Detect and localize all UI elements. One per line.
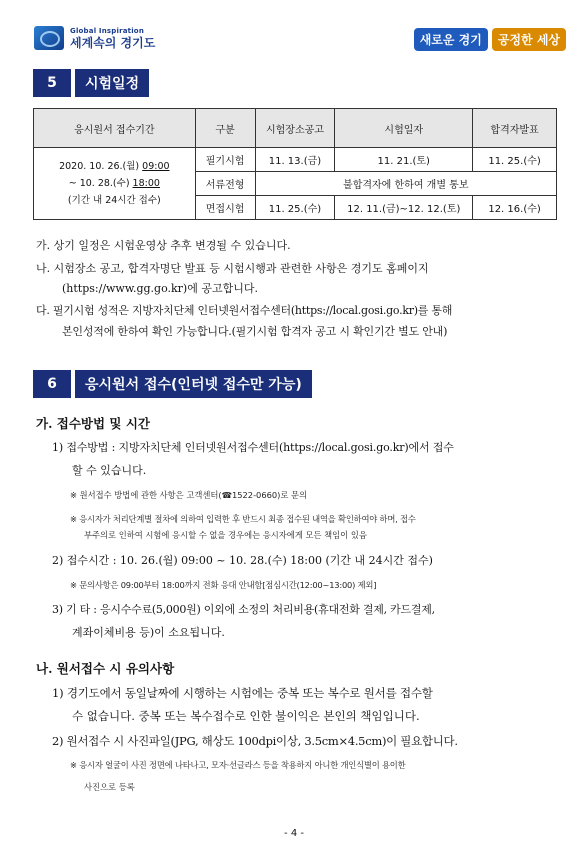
item-etc: 3) 기 타 : 응시수수료(5,000원) 이외에 소정의 처리비용(휴대전화 결제, 카드결제, [52, 603, 435, 616]
section-number: 6 [33, 370, 71, 398]
subheading-cautions: 나. 원서접수 시 유의사항 [36, 661, 175, 676]
page-number: - 4 - [284, 828, 304, 839]
item-method: 1) 접수방법 : 지방자치단체 인터넷원서접수센터(https://local.gosi.go.kr)에서 접수 [52, 441, 454, 454]
logo-small-text: Global Inspiration [70, 26, 145, 35]
table-cell: 11. 13.(금) [255, 148, 335, 172]
schedule-note-na-cont: (https://www.gg.go.kr)에 공고합니다. [62, 282, 258, 295]
schedule-note-na: 나. 시험장소 공고, 합격자명단 발표 등 시험시행과 관련한 사항은 경기도 홈페이지 [36, 262, 429, 275]
table-cell-merged: 불합격자에 한하여 개별 통보 [255, 172, 556, 196]
section-title: 응시원서 접수(인터넷 접수만 가능) [75, 370, 312, 398]
period-start-time: 09:00 [142, 161, 170, 172]
period-line3: (기간 내 24시간 접수) [67, 195, 161, 206]
table-cell: 12. 11.(금)~12. 12.(토) [335, 196, 473, 220]
note-applicant-responsibility-cont: 부주의로 인하여 시험에 응시할 수 없을 경우에는 응시자에게 모든 책임이 있음 [84, 530, 367, 540]
caution-duplicate: 1) 경기도에서 동일날짜에 시행하는 시험에는 중복 또는 복수로 원서를 접수할 [52, 686, 433, 700]
section-5-heading [33, 69, 149, 97]
table-cell: 12. 16.(수) [473, 196, 557, 220]
caution-photo: 2) 원서접수 시 사진파일(JPG, 해상도 100dpi이상, 3.5cm×4.5cm)이 필요합니다. [52, 734, 458, 748]
section-title: 시험일정 [75, 69, 149, 97]
table-cell: 11. 25.(수) [473, 148, 557, 172]
header-cell: 구분 [195, 109, 255, 148]
table-cell: 서류전형 [195, 172, 255, 196]
gyeonggi-emblem-icon [34, 26, 64, 50]
schedule-note-da: 다. 필기시험 성적은 지방자치단체 인터넷원서접수센터(https://local.gosi.go.kr)를 통해 [36, 304, 453, 317]
subheading-method-time: 가. 접수방법 및 시간 [36, 416, 151, 431]
period-line1: 2020. 10. 26.(월) [59, 161, 143, 172]
slogan-part-2: 공정한 세상 [492, 28, 566, 51]
period-line2: ~ 10. 28.(수) [68, 178, 133, 189]
schedule-table [33, 108, 557, 220]
slogan [414, 28, 566, 51]
logo-big-text: 세계속의 경기도 [70, 35, 156, 50]
table-cell: 필기시험 [195, 148, 255, 172]
table-cell: 11. 25.(수) [255, 196, 335, 220]
section-6-heading [33, 370, 312, 398]
application-period-cell [34, 148, 196, 220]
table-cell: 면접시험 [195, 196, 255, 220]
header-cell: 시험장소공고 [255, 109, 335, 148]
gyeonggi-logo [34, 26, 155, 50]
header-cell: 합격자발표 [473, 109, 557, 148]
note-photo-requirement: ※ 응시자 얼굴이 사진 정면에 나타나고, 모자·선글라스 등을 착용하지 아니한 개인식별이 용이한 [70, 760, 406, 770]
note-photo-requirement-cont: 사진으로 등록 [84, 782, 135, 792]
logo-text [70, 27, 155, 50]
note-applicant-responsibility: ※ 응시자가 처리단계별 절차에 의하여 입력한 후 반드시 최종 접수된 내역을 확인하여야 하며, 접수 [70, 514, 416, 524]
note-customer-center: ※ 원서접수 방법에 관한 사항은 고객센터(☎1522-0660)로 문의 [70, 490, 308, 500]
item-method-cont: 할 수 있습니다. [72, 464, 147, 477]
period-end-time: 18:00 [132, 178, 160, 189]
schedule-note-ga: 가. 상기 일정은 시험운영상 추후 변경될 수 있습니다. [36, 239, 291, 252]
caution-duplicate-cont: 수 없습니다. 중복 또는 복수접수로 인한 불이익은 본인의 책임입니다. [72, 709, 420, 723]
item-time: 2) 접수시간 : 10. 26.(월) 09:00 ~ 10. 28.(수) 18:00 (기간 내 24시간 접수) [52, 554, 433, 567]
schedule-note-da-cont: 본인성적에 한하여 확인 가능합니다.(필기시험 합격자 공고 시 확인기간 별도 안내) [62, 325, 448, 338]
table-cell: 11. 21.(토) [335, 148, 473, 172]
section-number: 5 [33, 69, 71, 97]
header-cell: 응시원서 접수기간 [34, 109, 196, 148]
note-inquiry-hours: ※ 문의사항은 09:00부터 18:00까지 전화 응대 안내함[점심시간(12:00~13:00) 제외] [70, 580, 377, 590]
item-etc-cont: 계좌이체비용 등)이 소요됩니다. [72, 626, 225, 639]
header-cell: 시험일자 [335, 109, 473, 148]
table-header-row [34, 109, 557, 148]
slogan-part-1: 새로운 경기 [414, 28, 488, 51]
table-row [34, 148, 557, 172]
